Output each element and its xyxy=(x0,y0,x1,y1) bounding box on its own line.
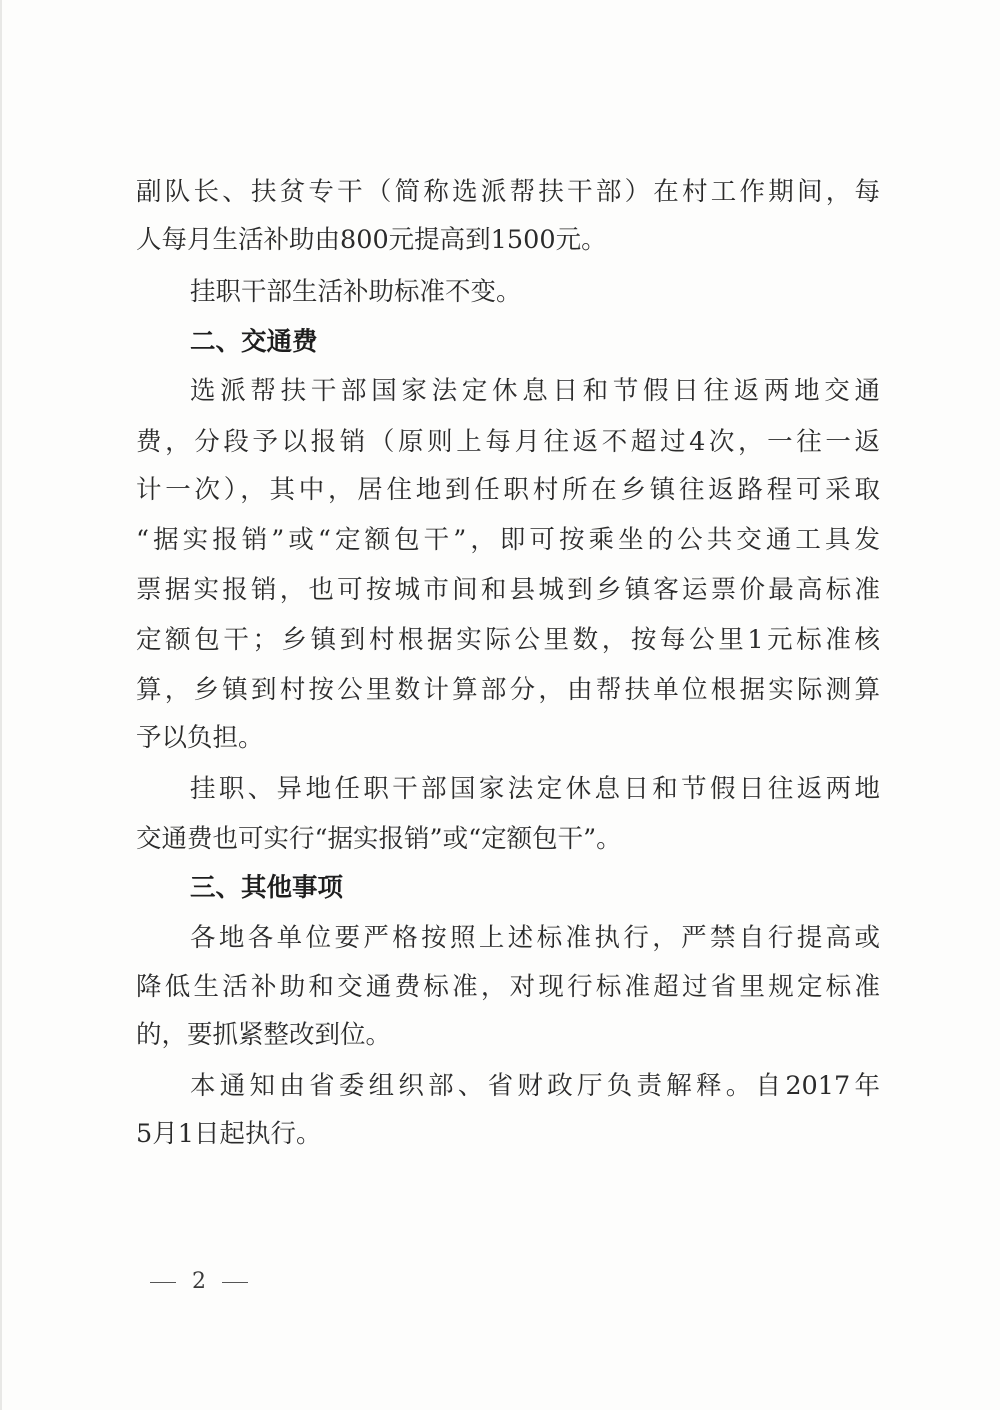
body-line: “据实报销”或“定额包干”，即可按乘坐的公共交通工具发 xyxy=(136,525,880,555)
section-heading-transport: 二、交通费 xyxy=(190,327,318,357)
body-line: 挂职干部生活补助标准不变。 xyxy=(190,277,522,307)
page-footer xyxy=(150,1262,248,1302)
body-line: 交通费也可实行“据实报销”或“定额包干”。 xyxy=(136,824,622,854)
page-edge xyxy=(0,0,2,1410)
body-line: 选派帮扶干部国家法定休息日和节假日往返两地交通 xyxy=(190,376,880,406)
body-line: 费，分段予以报销（原则上每月往返不超过4次，一往一返 xyxy=(136,427,880,457)
body-line: 票据实报销，也可按城市间和县城到乡镇客运票价最高标准 xyxy=(136,575,880,605)
body-line: 予以负担。 xyxy=(136,723,264,753)
section-heading-other: 三、其他事项 xyxy=(190,873,344,903)
body-line: 5月1日起执行。 xyxy=(136,1119,322,1149)
body-line: 人每月生活补助由800元提高到1500元。 xyxy=(136,225,607,255)
body-line: 计一次），其中，居住地到任职村所在乡镇往返路程可采取 xyxy=(136,475,880,505)
body-line: 定额包干；乡镇到村根据实际公里数，按每公里1元标准核 xyxy=(136,625,880,655)
body-line: 降低生活补助和交通费标准，对现行标准超过省里规定标准 xyxy=(136,972,880,1002)
body-line: 各地各单位要严格按照上述标准执行，严禁自行提高或 xyxy=(190,923,880,953)
body-line: 挂职、异地任职干部国家法定休息日和节假日往返两地 xyxy=(190,774,880,804)
body-line: 本通知由省委组织部、省财政厅负责解释。自2017年 xyxy=(190,1071,880,1101)
footer-dash-left xyxy=(150,1282,176,1283)
body-line: 的，要抓紧整改到位。 xyxy=(136,1020,392,1050)
footer-dash-right xyxy=(222,1282,248,1283)
page-number: 2 xyxy=(192,1269,206,1294)
body-line: 算，乡镇到村按公里数计算部分，由帮扶单位根据实际测算 xyxy=(136,675,880,705)
body-line: 副队长、扶贫专干（简称选派帮扶干部）在村工作期间，每 xyxy=(136,177,880,207)
